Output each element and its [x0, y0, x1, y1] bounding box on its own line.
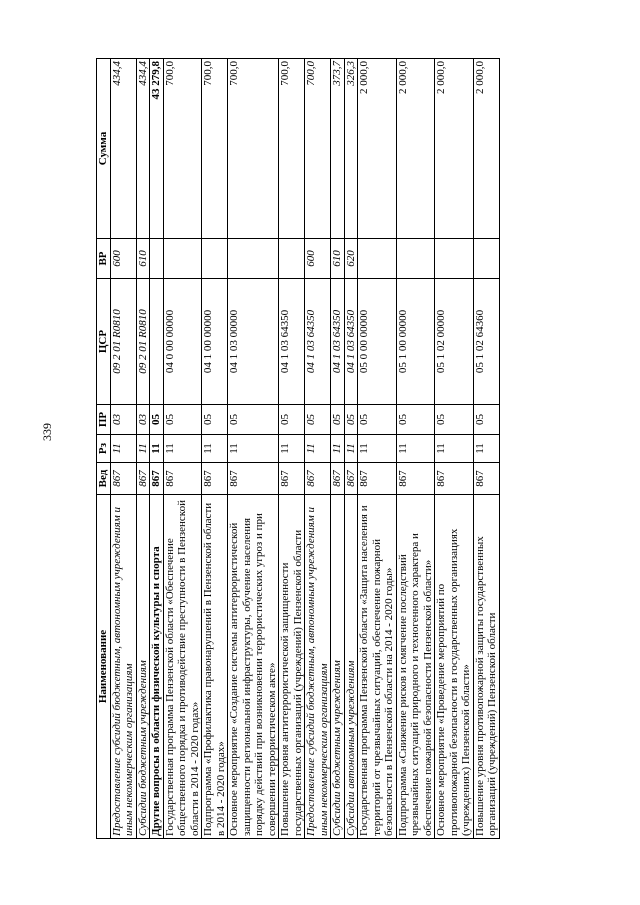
cell-rz: 11	[163, 435, 202, 463]
cell-rz: 11	[305, 435, 331, 463]
cell-name: Подпрограмма «Профилактика правонарушений в Пензенской области в 2014 - 2020 годах»	[202, 495, 228, 839]
cell-pr: 05	[435, 405, 474, 435]
cell-vr: 600	[305, 239, 331, 279]
cell-vr	[228, 239, 279, 279]
cell-vr	[163, 239, 202, 279]
cell-pr: 03	[110, 405, 136, 435]
cell-vr: 610	[331, 239, 345, 279]
table-row	[396, 59, 435, 839]
cell-sum: 373,7	[331, 59, 345, 239]
header-csr: ЦСР	[97, 279, 111, 405]
cell-sum: 700,0	[163, 59, 202, 239]
table-row	[305, 59, 331, 839]
cell-name: Предоставление субсидий бюджетным, автономным учреждениям и иным некоммерческим организациям	[110, 495, 136, 839]
table-row	[473, 59, 499, 839]
cell-ved: 867	[435, 463, 474, 495]
cell-vr: 620	[344, 239, 358, 279]
cell-name: Основное мероприятие «Проведение мероприятий по противопожарной безопасности в государственных организациях (учреждениях) Пензенской области»	[435, 495, 474, 839]
cell-rz: 11	[202, 435, 228, 463]
cell-vr	[202, 239, 228, 279]
cell-vr: 600	[110, 239, 136, 279]
header-rz: Рз	[97, 435, 111, 463]
cell-ved: 867	[331, 463, 345, 495]
cell-ved: 867	[279, 463, 305, 495]
header-pr: ПР	[97, 405, 111, 435]
cell-rz: 11	[228, 435, 279, 463]
cell-rz: 11	[150, 435, 164, 463]
cell-sum: 700,0	[279, 59, 305, 239]
cell-ved: 867	[202, 463, 228, 495]
cell-rz: 11	[279, 435, 305, 463]
cell-sum: 434,4	[136, 59, 150, 239]
cell-sum: 700,0	[228, 59, 279, 239]
cell-name: Субсидии автономным учреждениям	[344, 495, 358, 839]
cell-csr: 05 1 02 64360	[473, 279, 499, 405]
cell-ved: 867	[150, 463, 164, 495]
cell-name: Субсидии бюджетным учреждениям	[136, 495, 150, 839]
cell-vr	[279, 239, 305, 279]
cell-rz: 11	[136, 435, 150, 463]
cell-name: Предоставление субсидий бюджетным, автономным учреждениям и иным некоммерческим организациям	[305, 495, 331, 839]
table-row	[202, 59, 228, 839]
cell-csr: 04 1 03 64350	[344, 279, 358, 405]
cell-ved: 867	[136, 463, 150, 495]
table-header-row	[97, 59, 111, 839]
cell-vr	[150, 239, 164, 279]
cell-pr: 03	[136, 405, 150, 435]
cell-pr: 05	[202, 405, 228, 435]
table-row	[435, 59, 474, 839]
cell-sum: 326,3	[344, 59, 358, 239]
cell-pr: 05	[279, 405, 305, 435]
cell-pr: 05	[473, 405, 499, 435]
table-row	[110, 59, 136, 839]
table-row	[228, 59, 279, 839]
cell-vr	[435, 239, 474, 279]
table-row	[136, 59, 150, 839]
cell-sum: 2 000,0	[435, 59, 474, 239]
cell-csr	[150, 279, 164, 405]
cell-csr: 09 2 01 R0810	[136, 279, 150, 405]
header-sum: Сумма	[97, 59, 111, 239]
cell-csr: 05 1 02 00000	[435, 279, 474, 405]
cell-rz: 11	[473, 435, 499, 463]
cell-rz: 11	[110, 435, 136, 463]
cell-pr: 05	[150, 405, 164, 435]
cell-csr: 04 1 03 64350	[331, 279, 345, 405]
cell-pr: 05	[305, 405, 331, 435]
cell-pr: 05	[344, 405, 358, 435]
cell-rz: 11	[396, 435, 435, 463]
table-row	[344, 59, 358, 839]
cell-ved: 867	[163, 463, 202, 495]
cell-sum: 2 000,0	[358, 59, 397, 239]
cell-name: Государственная программа Пензенской области «Защита населения и территорий от чрезвычайных ситуаций, обеспечение пожарной безопасности в Пензенской области на 2014 - 2020 годы»	[358, 495, 397, 839]
cell-ved: 867	[396, 463, 435, 495]
budget-table	[96, 58, 500, 839]
header-ved: Вед	[97, 463, 111, 495]
cell-rz: 11	[344, 435, 358, 463]
cell-sum: 2 000,0	[396, 59, 435, 239]
table-row	[150, 59, 164, 839]
cell-rz: 11	[435, 435, 474, 463]
cell-sum: 434,4	[110, 59, 136, 239]
cell-name: Повышение уровня противопожарной защиты государственных организаций (учреждений) Пензенской области	[473, 495, 499, 839]
table-body	[110, 59, 499, 839]
header-name: Наименование	[97, 495, 111, 839]
table-row	[358, 59, 397, 839]
cell-ved: 867	[358, 463, 397, 495]
cell-sum: 2 000,0	[473, 59, 499, 239]
cell-pr: 05	[228, 405, 279, 435]
cell-pr: 05	[396, 405, 435, 435]
header-vr: ВР	[97, 239, 111, 279]
cell-csr: 05 1 00 00000	[396, 279, 435, 405]
cell-rz: 11	[331, 435, 345, 463]
cell-name: Субсидии бюджетным учреждениям	[331, 495, 345, 839]
cell-vr	[358, 239, 397, 279]
cell-csr: 04 1 03 64350	[279, 279, 305, 405]
cell-vr	[396, 239, 435, 279]
cell-vr	[473, 239, 499, 279]
cell-ved: 867	[110, 463, 136, 495]
cell-name: Основное мероприятие «Создание системы антитеррористической защищенности региональной инфраструктуры, обучение населения порядку действий при возникновении террористических угроз и при совершении террористическом акте»	[228, 495, 279, 839]
cell-csr: 04 1 03 64350	[305, 279, 331, 405]
cell-sum: 700,0	[202, 59, 228, 239]
cell-pr: 05	[358, 405, 397, 435]
page-number: 339	[40, 423, 54, 441]
cell-csr: 04 0 00 00000	[163, 279, 202, 405]
table-row	[163, 59, 202, 839]
cell-ved: 867	[228, 463, 279, 495]
cell-ved: 867	[305, 463, 331, 495]
cell-pr: 05	[163, 405, 202, 435]
cell-vr: 610	[136, 239, 150, 279]
cell-sum: 700,0	[305, 59, 331, 239]
cell-ved: 867	[473, 463, 499, 495]
cell-name: Государственная программа Пензенской области «Обеспечение общественного порядка и противодействие преступности в Пензенской области в 2014 - 2020 годах»	[163, 495, 202, 839]
cell-sum: 43 279,8	[150, 59, 164, 239]
cell-csr: 04 1 03 00000	[228, 279, 279, 405]
cell-csr: 09 2 01 R0810	[110, 279, 136, 405]
cell-name: Подпрограмма «Снижение рисков и смягчение последствий чрезвычайных ситуаций природного и техногенного характера и обеспечение пожарной безопасности Пензенской области»	[396, 495, 435, 839]
cell-name: Повышение уровня антитеррористической защищенности государственных организаций (учреждений) Пензенской области	[279, 495, 305, 839]
cell-ved: 867	[344, 463, 358, 495]
table-row	[279, 59, 305, 839]
cell-name: Другие вопросы в области физической культуры и спорта	[150, 495, 164, 839]
cell-pr: 05	[331, 405, 345, 435]
cell-rz: 11	[358, 435, 397, 463]
cell-csr: 04 1 00 00000	[202, 279, 228, 405]
cell-csr: 05 0 00 00000	[358, 279, 397, 405]
rotated-page-content	[96, 59, 544, 839]
table-row	[331, 59, 345, 839]
